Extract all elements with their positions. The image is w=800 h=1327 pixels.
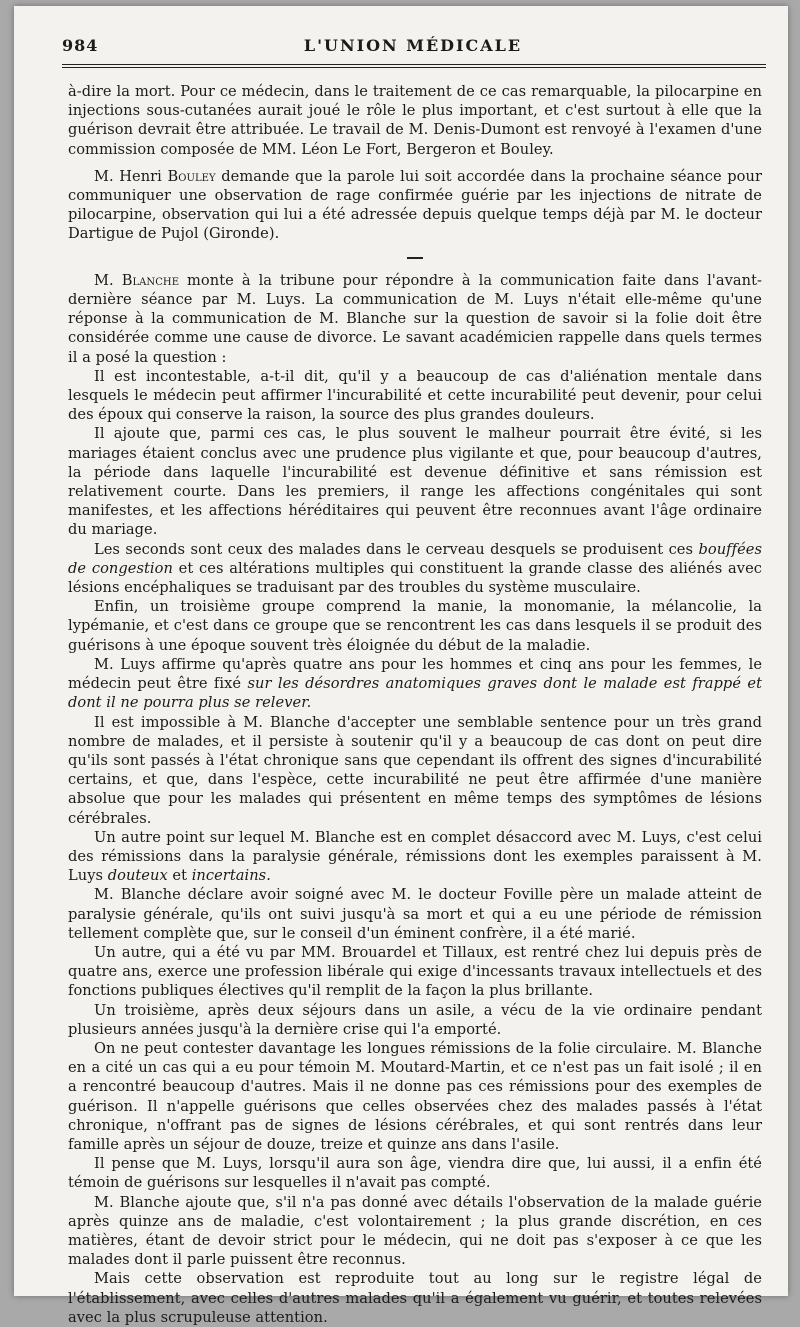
page-number: 984 [62, 36, 99, 55]
paragraph-text: et ces altérations multiples qui constituent la grande classe des aliénés avec lésions encéphaliques se traduisant par des troubles du système musculaire. [68, 559, 762, 597]
paragraph-text: monte à la tribune pour répondre à la communication faite dans l'avant-dernière séance par M. Luys. La communication de M. Luys n'était elle-même qu'une réponse à la communication de M. Blanche sur la question de savoir si la folie doit être considérée comme une cause de divorce. Le savant académicien rappelle dans quels termes il a posé la question : [68, 271, 762, 366]
paragraph [68, 540, 762, 598]
paragraph-text: Un autre point sur lequel M. Blanche est en complet désaccord avec M. Luys, c'est celui des rémissions dans la paralysie générale, rémissions dont les exemples paraissent à M. Luys [68, 828, 762, 885]
paragraph-text: M. Henri [94, 167, 168, 185]
paragraph: Il pense que M. Luys, lorsqu'il aura son âge, viendra dire que, lui aussi, il a enfin été témoin de guérisons sur lesquelles il n'avait pas compté. [68, 1155, 762, 1192]
paragraph-text: demande que la parole lui soit accordée dans la prochaine séance pour communiquer une observation de rage confirmée guérie par les injections de nitrate de pilocarpine, observation qui lui a été adressée depuis quelque temps déjà par M. le docteur Dartigue de Pujol (Gironde). [68, 167, 762, 243]
paragraph-text: Les seconds sont ceux des malades dans le cerveau desquels se produisent ces [94, 540, 699, 558]
paragraph: Il est incontestable, a-t-il dit, qu'il y a beaucoup de cas d'aliénation mentale dans lesquels le médecin peut affirmer l'incurabilité et cette incurabilité peut devenir, pour celui des époux qui conserve la raison, la source des plus grandes douleurs. [68, 367, 762, 424]
paragraph-text: et [167, 867, 192, 885]
paragraph [68, 828, 762, 886]
header-rule [62, 64, 766, 68]
paragraph: Il ajoute que, parmi ces cas, le plus souvent le malheur pourrait être évité, si les mariages étaient conclus avec une prudence plus vigilante et que, pour beaucoup d'autres, la période dans laquelle l'incurabilité est devenue définitive et sans rémission est relativement courte. Dans les premiers, il range les affections congénitales qui sont manifestes, et les affections héréditaires qui peuvent être reconnues avant l'âge ordinaire du mariage. [68, 425, 762, 539]
running-title: L'UNION MÉDICALE [303, 36, 523, 55]
paragraph: Enfin, un troisième groupe comprend la manie, la monomanie, la mélancolie, la lypémanie, et c'est dans ce groupe que se rencontrent les cas dans lesquels il se produit des guérisons à une époque souvent très éloignée du début de la maladie. [68, 598, 762, 654]
italic-text: bouffées de congestion [68, 540, 762, 577]
paragraph [68, 167, 762, 244]
paragraph: Un autre, qui a été vu par MM. Brouardel et Tillaux, est rentré chez lui depuis près de quatre ans, exerce une profession libérale qui exige d'incessants travaux intellectuels et des fonctions publiques électives qu'il remplit de la façon la plus brillante. [68, 943, 762, 1000]
paragraph: Mais cette observation est reproduite tout au long sur le registre légal de l'établissement, avec celles d'autres malades qu'il a également vu guérir, et toutes relevées avec la plus scrupuleuse attention. [68, 1270, 762, 1326]
document-page [14, 6, 788, 1326]
speaker-name: Blanche [121, 271, 180, 289]
page-header [62, 36, 764, 62]
paragraph: On ne peut contester davantage les longues rémissions de la folie circulaire. M. Blanche en a cité un cas qui a eu pour témoin M. Moutard-Martin, et ce n'est pas un fait isolé ; il en a rencontré beaucoup d'autres. Mais il ne donne pas ces rémissions pour des exemples de guérison. Il n'appelle guérisons que celles observées chez des malades passés à l'état chronique, n'offrant pas de signes de lésions cérébrales, et qui sont rentrés dans leur famille après un séjour de douze, treize et quinze ans dans l'asile. [68, 1039, 762, 1153]
article-body [68, 82, 762, 1327]
italic-text: incertains. [191, 867, 271, 885]
paragraph: M. Blanche ajoute que, s'il n'a pas donné avec détails l'observation de la malade guérie après quinze ans de maladie, c'est volontairement ; la plus grande discrétion, en ces matières, étant de devoir strict pour le médecin, qui ne doit pas s'exposer à ce que les malades dont il parle puissent être reconnus. [68, 1193, 762, 1269]
paragraph: Il est impossible à M. Blanche d'accepter une semblable sentence pour un très grand nombre de malades, et il persiste à soutenir qu'il y a beaucoup de cas dont on peut dire qu'ils sont passés à l'état chronique sans que cependant ils offrent des signes d'incurabilité certains, et que, dans l'espèce, cette incurabilité ne peut être affirmée d'une manière absolue que pour les malades qui présentent en même temps des symptômes de lésions cérébrales. [68, 713, 762, 827]
italic-text: douteux [107, 867, 168, 885]
paragraph-text: M. Luys affirme qu'après quatre ans pour les hommes et cinq ans pour les femmes, le médecin peut être fixé [68, 655, 762, 693]
paragraph [68, 271, 762, 367]
italic-text: sur les désordres anatomiques graves dont le malade est frappé et dont il ne pourra plus se relever. [68, 675, 762, 712]
speaker-name: Bouley [167, 167, 216, 185]
paragraph: Un troisième, après deux séjours dans un asile, a vécu de la vie ordinaire pendant plusieurs années jusqu'à la dernière crise qui l'a emporté. [68, 1001, 762, 1038]
section-separator [68, 248, 762, 267]
paragraph [68, 655, 762, 713]
paragraph: à-dire la mort. Pour ce médecin, dans le traitement de ce cas remarquable, la pilocarpine en injections sous-cutanées aurait joué le rôle le plus important, et c'est surtout à elle que la guérison devrait être attribuée. Le travail de M. Denis-Dumont est renvoyé à l'examen d'une commission composée de MM. Léon Le Fort, Bergeron et Bouley. [68, 83, 762, 158]
paragraph: M. Blanche déclare avoir soigné avec M. le docteur Foville père un malade atteint de paralysie générale, qu'ils ont suivi jusqu'à sa mort et qui a eu une période de rémission tellement complète que, sur le conseil d'un éminent confrère, il a été marié. [68, 886, 762, 942]
paragraph-text: M. [94, 271, 122, 289]
